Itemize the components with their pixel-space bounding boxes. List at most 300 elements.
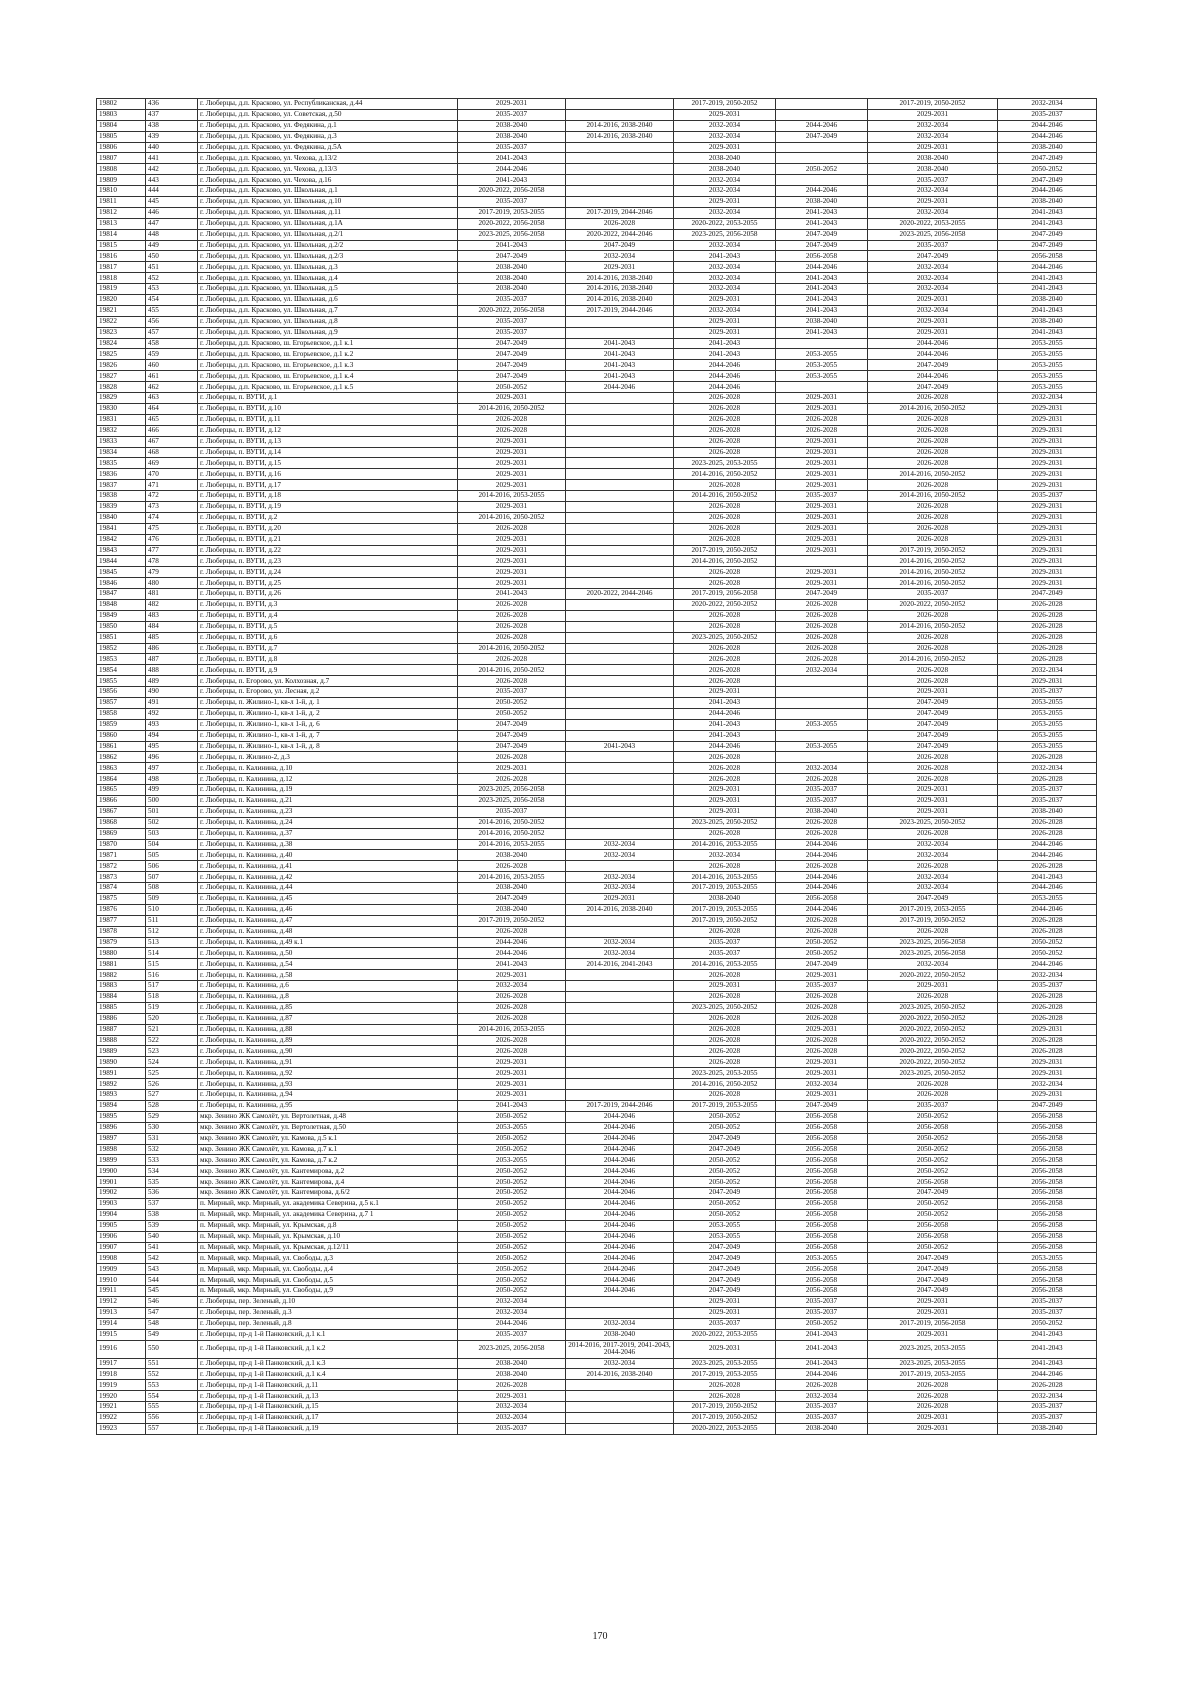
address-cell: г. Люберцы, п. ВУГИ, д.13: [198, 436, 458, 447]
period-5-cell: 2026-2028: [868, 610, 998, 621]
period-2-cell: [566, 1068, 674, 1079]
period-3-cell: 2029-2031: [674, 796, 776, 807]
period-4-cell: 2026-2028: [776, 828, 868, 839]
period-1-cell: 2038-2040: [458, 284, 566, 295]
row-id-cell: 19877: [97, 915, 146, 926]
period-6-cell: 2029-2031: [998, 578, 1097, 589]
period-4-cell: 2050-2052: [776, 948, 868, 959]
item-number-cell: 544: [146, 1275, 198, 1286]
table-row: [97, 131, 1097, 142]
period-5-cell: 2026-2028: [868, 1402, 998, 1413]
period-1-cell: 2035-2037: [458, 327, 566, 338]
table-row: [97, 1057, 1097, 1068]
table-row: [97, 295, 1097, 306]
item-number-cell: 501: [146, 806, 198, 817]
address-cell: г. Люберцы, д.п. Красково, ш. Егорьевское, д.1 к.4: [198, 371, 458, 382]
period-4-cell: 2035-2037: [776, 1402, 868, 1413]
period-5-cell: 2026-2028: [868, 926, 998, 937]
period-3-cell: 2020-2022, 2053-2055: [674, 1329, 776, 1340]
period-3-cell: 2020-2022, 2050-2052: [674, 599, 776, 610]
period-4-cell: [776, 676, 868, 687]
period-3-cell: 2044-2046: [674, 360, 776, 371]
period-2-cell: [566, 643, 674, 654]
table-row: [97, 828, 1097, 839]
table-row: [97, 501, 1097, 512]
table-row: [97, 839, 1097, 850]
period-1-cell: 2047-2049: [458, 360, 566, 371]
table-row: [97, 447, 1097, 458]
item-number-cell: 500: [146, 796, 198, 807]
period-6-cell: 2035-2037: [998, 785, 1097, 796]
period-5-cell: 2026-2028: [868, 425, 998, 436]
period-6-cell: 2035-2037: [998, 796, 1097, 807]
item-number-cell: 459: [146, 349, 198, 360]
item-number-cell: 508: [146, 883, 198, 894]
period-5-cell: 2026-2028: [868, 992, 998, 1003]
item-number-cell: 445: [146, 197, 198, 208]
period-6-cell: 2032-2034: [998, 763, 1097, 774]
item-number-cell: 472: [146, 491, 198, 502]
period-6-cell: 2056-2058: [998, 1177, 1097, 1188]
period-4-cell: 2038-2040: [776, 1423, 868, 1434]
period-5-cell: 2029-2031: [868, 806, 998, 817]
period-3-cell: 2017-2019, 2056-2058: [674, 589, 776, 600]
period-3-cell: 2044-2046: [674, 371, 776, 382]
period-2-cell: 2044-2046: [566, 1155, 674, 1166]
item-number-cell: 479: [146, 567, 198, 578]
row-id-cell: 19866: [97, 796, 146, 807]
period-1-cell: 2047-2049: [458, 371, 566, 382]
period-6-cell: 2035-2037: [998, 491, 1097, 502]
address-cell: г. Люберцы, п. Калинина, д.47: [198, 915, 458, 926]
row-id-cell: 19806: [97, 142, 146, 153]
period-5-cell: 2050-2052: [868, 1166, 998, 1177]
period-2-cell: [566, 142, 674, 153]
period-5-cell: 2032-2034: [868, 839, 998, 850]
period-5-cell: 2026-2028: [868, 458, 998, 469]
period-4-cell: 2029-2031: [776, 469, 868, 480]
address-cell: г. Люберцы, пер. Зеленый, д.10: [198, 1296, 458, 1307]
table-row: [97, 785, 1097, 796]
row-id-cell: 19922: [97, 1412, 146, 1423]
address-cell: мкр. Зенино ЖК Самолёт, ул. Вертолетная, д.48: [198, 1111, 458, 1122]
period-4-cell: 2026-2028: [776, 1046, 868, 1057]
period-5-cell: 2026-2028: [868, 763, 998, 774]
address-cell: г. Люберцы, п. ВУГИ, д.17: [198, 480, 458, 491]
table-row: [97, 458, 1097, 469]
period-4-cell: 2029-2031: [776, 458, 868, 469]
period-5-cell: 2047-2049: [868, 719, 998, 730]
period-3-cell: 2026-2028: [674, 752, 776, 763]
address-cell: мкр. Зенино ЖК Самолёт, ул. Камова, д.7 к.2: [198, 1155, 458, 1166]
period-6-cell: 2041-2043: [998, 218, 1097, 229]
address-cell: мкр. Зенино ЖК Самолёт, ул. Камова, д.5 к.1: [198, 1133, 458, 1144]
period-1-cell: 2044-2046: [458, 937, 566, 948]
period-2-cell: [566, 817, 674, 828]
table-row: [97, 1402, 1097, 1413]
period-1-cell: 2023-2025, 2056-2058: [458, 1340, 566, 1358]
period-3-cell: 2026-2028: [674, 1013, 776, 1024]
period-2-cell: [566, 491, 674, 502]
row-id-cell: 19891: [97, 1068, 146, 1079]
period-2-cell: 2014-2016, 2038-2040: [566, 131, 674, 142]
item-number-cell: 454: [146, 295, 198, 306]
item-number-cell: 437: [146, 109, 198, 120]
table-row: [97, 1296, 1097, 1307]
period-2-cell: [566, 1035, 674, 1046]
period-4-cell: 2026-2028: [776, 414, 868, 425]
row-id-cell: 19869: [97, 828, 146, 839]
period-1-cell: 2026-2028: [458, 523, 566, 534]
item-number-cell: 496: [146, 752, 198, 763]
period-6-cell: 2056-2058: [998, 1220, 1097, 1231]
row-id-cell: 19923: [97, 1423, 146, 1434]
period-1-cell: 2029-2031: [458, 480, 566, 491]
period-5-cell: 2029-2031: [868, 316, 998, 327]
item-number-cell: 513: [146, 937, 198, 948]
period-2-cell: 2032-2034: [566, 839, 674, 850]
row-id-cell: 19845: [97, 567, 146, 578]
address-cell: г. Люберцы, пр-д 1-й Панковский, д.1 к.3: [198, 1358, 458, 1369]
period-2-cell: [566, 654, 674, 665]
table-row: [97, 1286, 1097, 1297]
table-row: [97, 817, 1097, 828]
period-3-cell: 2026-2028: [674, 610, 776, 621]
period-2-cell: 2014-2016, 2038-2040: [566, 284, 674, 295]
period-1-cell: 2014-2016, 2050-2052: [458, 512, 566, 523]
row-id-cell: 19829: [97, 393, 146, 404]
period-1-cell: 2035-2037: [458, 197, 566, 208]
period-1-cell: 2050-2052: [458, 1133, 566, 1144]
period-4-cell: 2035-2037: [776, 981, 868, 992]
period-2-cell: [566, 774, 674, 785]
address-cell: г. Люберцы, д.п. Красково, ш. Егорьевское, д.1 к.1: [198, 338, 458, 349]
item-number-cell: 462: [146, 382, 198, 393]
table-row: [97, 1013, 1097, 1024]
period-3-cell: 2041-2043: [674, 697, 776, 708]
period-4-cell: 2026-2028: [776, 992, 868, 1003]
period-2-cell: [566, 665, 674, 676]
table-row: [97, 1068, 1097, 1079]
period-5-cell: 2026-2028: [868, 1079, 998, 1090]
table-row: [97, 186, 1097, 197]
period-3-cell: 2029-2031: [674, 327, 776, 338]
period-3-cell: 2029-2031: [674, 1296, 776, 1307]
row-id-cell: 19903: [97, 1198, 146, 1209]
period-6-cell: 2041-2043: [998, 207, 1097, 218]
address-cell: г. Люберцы, п. Калинина, д.46: [198, 904, 458, 915]
item-number-cell: 478: [146, 556, 198, 567]
item-number-cell: 519: [146, 1002, 198, 1013]
item-number-cell: 515: [146, 959, 198, 970]
table-row: [97, 578, 1097, 589]
period-2-cell: [566, 556, 674, 567]
period-1-cell: 2026-2028: [458, 621, 566, 632]
period-6-cell: 2056-2058: [998, 1231, 1097, 1242]
address-cell: г. Люберцы, д.п. Красково, ул. Школьная, д.9: [198, 327, 458, 338]
period-1-cell: 2044-2046: [458, 948, 566, 959]
address-cell: г. Люберцы, п. Калинина, д.41: [198, 861, 458, 872]
period-4-cell: 2026-2028: [776, 610, 868, 621]
period-6-cell: 2050-2052: [998, 164, 1097, 175]
table-row: [97, 589, 1097, 600]
period-3-cell: 2023-2025, 2053-2055: [674, 458, 776, 469]
period-5-cell: 2026-2028: [868, 534, 998, 545]
period-5-cell: 2038-2040: [868, 164, 998, 175]
table-row: [97, 284, 1097, 295]
period-5-cell: 2023-2025, 2056-2058: [868, 948, 998, 959]
period-6-cell: 2050-2052: [998, 1318, 1097, 1329]
period-3-cell: 2044-2046: [674, 708, 776, 719]
period-2-cell: [566, 523, 674, 534]
period-4-cell: 2035-2037: [776, 796, 868, 807]
period-2-cell: 2020-2022, 2044-2046: [566, 589, 674, 600]
period-5-cell: 2026-2028: [868, 828, 998, 839]
row-id-cell: 19844: [97, 556, 146, 567]
address-cell: г. Люберцы, п. ВУГИ, д.4: [198, 610, 458, 621]
row-id-cell: 19864: [97, 774, 146, 785]
period-5-cell: 2044-2046: [868, 349, 998, 360]
period-6-cell: 2053-2055: [998, 360, 1097, 371]
period-4-cell: 2029-2031: [776, 534, 868, 545]
period-5-cell: 2020-2022, 2050-2052: [868, 1035, 998, 1046]
row-id-cell: 19840: [97, 512, 146, 523]
row-id-cell: 19921: [97, 1402, 146, 1413]
period-3-cell: 2017-2019, 2050-2052: [674, 915, 776, 926]
table-row: [97, 1231, 1097, 1242]
row-id-cell: 19819: [97, 284, 146, 295]
period-2-cell: 2044-2046: [566, 1111, 674, 1122]
address-cell: г. Люберцы, д.п. Красково, ул. Школьная, д.8: [198, 316, 458, 327]
period-1-cell: 2029-2031: [458, 534, 566, 545]
period-5-cell: 2026-2028: [868, 447, 998, 458]
row-id-cell: 19908: [97, 1253, 146, 1264]
period-4-cell: 2026-2028: [776, 1002, 868, 1013]
period-1-cell: 2020-2022, 2056-2058: [458, 305, 566, 316]
period-5-cell: 2029-2031: [868, 197, 998, 208]
item-number-cell: 441: [146, 153, 198, 164]
item-number-cell: 465: [146, 414, 198, 425]
period-4-cell: 2050-2052: [776, 937, 868, 948]
period-5-cell: 2026-2028: [868, 676, 998, 687]
period-3-cell: 2050-2052: [674, 1122, 776, 1133]
period-6-cell: 2026-2028: [998, 817, 1097, 828]
row-id-cell: 19854: [97, 665, 146, 676]
period-5-cell: 2029-2031: [868, 981, 998, 992]
item-number-cell: 466: [146, 425, 198, 436]
period-3-cell: 2038-2040: [674, 894, 776, 905]
period-4-cell: 2053-2055: [776, 349, 868, 360]
item-number-cell: 461: [146, 371, 198, 382]
period-5-cell: 2023-2025, 2050-2052: [868, 817, 998, 828]
row-id-cell: 19892: [97, 1079, 146, 1090]
item-number-cell: 482: [146, 599, 198, 610]
period-6-cell: 2026-2028: [998, 774, 1097, 785]
period-4-cell: [776, 175, 868, 186]
period-5-cell: 2029-2031: [868, 1296, 998, 1307]
table-row: [97, 491, 1097, 502]
period-2-cell: [566, 915, 674, 926]
period-1-cell: 2041-2043: [458, 959, 566, 970]
row-id-cell: 19883: [97, 981, 146, 992]
item-number-cell: 525: [146, 1068, 198, 1079]
item-number-cell: 449: [146, 240, 198, 251]
period-6-cell: 2044-2046: [998, 186, 1097, 197]
row-id-cell: 19858: [97, 708, 146, 719]
period-3-cell: 2053-2055: [674, 1231, 776, 1242]
item-number-cell: 453: [146, 284, 198, 295]
period-1-cell: 2047-2049: [458, 349, 566, 360]
address-cell: г. Люберцы, п. ВУГИ, д.5: [198, 621, 458, 632]
period-4-cell: 2044-2046: [776, 120, 868, 131]
period-2-cell: [566, 1412, 674, 1423]
address-cell: г. Люберцы, п. ВУГИ, д.16: [198, 469, 458, 480]
period-3-cell: 2026-2028: [674, 1057, 776, 1068]
period-2-cell: [566, 806, 674, 817]
period-6-cell: 2056-2058: [998, 1209, 1097, 1220]
period-5-cell: 2050-2052: [868, 1155, 998, 1166]
period-3-cell: 2047-2049: [674, 1286, 776, 1297]
period-3-cell: 2026-2028: [674, 534, 776, 545]
period-6-cell: 2053-2055: [998, 338, 1097, 349]
address-cell: г. Люберцы, п. ВУГИ, д.8: [198, 654, 458, 665]
period-5-cell: 2026-2028: [868, 436, 998, 447]
period-4-cell: 2056-2058: [776, 1155, 868, 1166]
row-id-cell: 19893: [97, 1090, 146, 1101]
period-5-cell: 2017-2019, 2056-2058: [868, 1318, 998, 1329]
period-1-cell: 2047-2049: [458, 719, 566, 730]
period-1-cell: 2041-2043: [458, 240, 566, 251]
period-2-cell: [566, 708, 674, 719]
period-2-cell: 2044-2046: [566, 1144, 674, 1155]
table-row: [97, 1100, 1097, 1111]
period-1-cell: 2032-2034: [458, 981, 566, 992]
item-number-cell: 533: [146, 1155, 198, 1166]
row-id-cell: 19805: [97, 131, 146, 142]
period-5-cell: 2035-2037: [868, 175, 998, 186]
period-3-cell: 2026-2028: [674, 480, 776, 491]
period-4-cell: 2038-2040: [776, 806, 868, 817]
item-number-cell: 538: [146, 1209, 198, 1220]
period-6-cell: 2041-2043: [998, 327, 1097, 338]
period-4-cell: 2029-2031: [776, 1057, 868, 1068]
period-5-cell: 2047-2049: [868, 730, 998, 741]
table-row: [97, 861, 1097, 872]
period-2-cell: [566, 458, 674, 469]
period-4-cell: 2032-2034: [776, 1391, 868, 1402]
period-5-cell: 2023-2025, 2053-2055: [868, 1340, 998, 1358]
period-4-cell: 2053-2055: [776, 719, 868, 730]
period-3-cell: 2041-2043: [674, 349, 776, 360]
period-3-cell: 2026-2028: [674, 621, 776, 632]
period-2-cell: [566, 1046, 674, 1057]
table-row: [97, 371, 1097, 382]
period-2-cell: [566, 109, 674, 120]
period-6-cell: 2026-2028: [998, 915, 1097, 926]
period-6-cell: 2029-2031: [998, 1068, 1097, 1079]
item-number-cell: 450: [146, 251, 198, 262]
period-6-cell: 2035-2037: [998, 1296, 1097, 1307]
address-cell: г. Люберцы, п. ВУГИ, д.12: [198, 425, 458, 436]
address-cell: г. Люберцы, п. Калинина, д.48: [198, 926, 458, 937]
period-6-cell: 2050-2052: [998, 948, 1097, 959]
address-cell: г. Люберцы, п. Калинина, д.94: [198, 1090, 458, 1101]
period-5-cell: 2035-2037: [868, 1100, 998, 1111]
period-2-cell: [566, 697, 674, 708]
period-1-cell: 2044-2046: [458, 164, 566, 175]
item-number-cell: 540: [146, 1231, 198, 1242]
period-4-cell: 2029-2031: [776, 1024, 868, 1035]
item-number-cell: 554: [146, 1391, 198, 1402]
period-6-cell: 2029-2031: [998, 1057, 1097, 1068]
period-3-cell: 2050-2052: [674, 1111, 776, 1122]
row-id-cell: 19816: [97, 251, 146, 262]
period-5-cell: 2047-2049: [868, 708, 998, 719]
period-3-cell: 2026-2028: [674, 992, 776, 1003]
period-3-cell: 2032-2034: [674, 120, 776, 131]
period-1-cell: 2029-2031: [458, 99, 566, 110]
row-id-cell: 19856: [97, 687, 146, 698]
period-4-cell: 2026-2028: [776, 915, 868, 926]
period-1-cell: 2047-2049: [458, 730, 566, 741]
period-5-cell: 2029-2031: [868, 785, 998, 796]
period-4-cell: 2053-2055: [776, 1253, 868, 1264]
period-5-cell: 2047-2049: [868, 1253, 998, 1264]
item-number-cell: 499: [146, 785, 198, 796]
period-1-cell: 2038-2040: [458, 273, 566, 284]
table-row: [97, 752, 1097, 763]
period-3-cell: 2026-2028: [674, 763, 776, 774]
period-4-cell: [776, 752, 868, 763]
address-cell: г. Люберцы, д.п. Красково, ул. Школьная, д.10: [198, 197, 458, 208]
table-row: [97, 1307, 1097, 1318]
period-5-cell: 2023-2025, 2056-2058: [868, 937, 998, 948]
period-2-cell: [566, 621, 674, 632]
period-1-cell: 2023-2025, 2056-2058: [458, 785, 566, 796]
period-6-cell: 2041-2043: [998, 1329, 1097, 1340]
address-cell: г. Люберцы, п. Калинина, д.95: [198, 1100, 458, 1111]
address-cell: г. Люберцы, п. ВУГИ, д.25: [198, 578, 458, 589]
period-6-cell: 2041-2043: [998, 284, 1097, 295]
period-4-cell: 2056-2058: [776, 1220, 868, 1231]
item-number-cell: 446: [146, 207, 198, 218]
table-row: [97, 1155, 1097, 1166]
period-1-cell: 2029-2031: [458, 469, 566, 480]
period-1-cell: 2014-2016, 2050-2052: [458, 665, 566, 676]
period-1-cell: 2047-2049: [458, 741, 566, 752]
address-cell: г. Люберцы, п. ВУГИ, д.20: [198, 523, 458, 534]
period-5-cell: 2032-2034: [868, 131, 998, 142]
period-5-cell: 2032-2034: [868, 207, 998, 218]
table-row: [97, 1188, 1097, 1199]
table-row: [97, 1133, 1097, 1144]
period-2-cell: 2044-2046: [566, 1166, 674, 1177]
row-id-cell: 19890: [97, 1057, 146, 1068]
table-row: [97, 327, 1097, 338]
period-2-cell: 2014-2016, 2038-2040: [566, 295, 674, 306]
period-5-cell: 2020-2022, 2053-2055: [868, 218, 998, 229]
period-4-cell: 2041-2043: [776, 1358, 868, 1369]
period-4-cell: 2026-2028: [776, 1035, 868, 1046]
period-6-cell: 2029-2031: [998, 414, 1097, 425]
period-6-cell: 2029-2031: [998, 556, 1097, 567]
period-1-cell: 2026-2028: [458, 610, 566, 621]
period-5-cell: 2020-2022, 2050-2052: [868, 1057, 998, 1068]
period-2-cell: [566, 981, 674, 992]
period-5-cell: 2032-2034: [868, 273, 998, 284]
period-4-cell: 2056-2058: [776, 1133, 868, 1144]
table-row: [97, 1423, 1097, 1434]
